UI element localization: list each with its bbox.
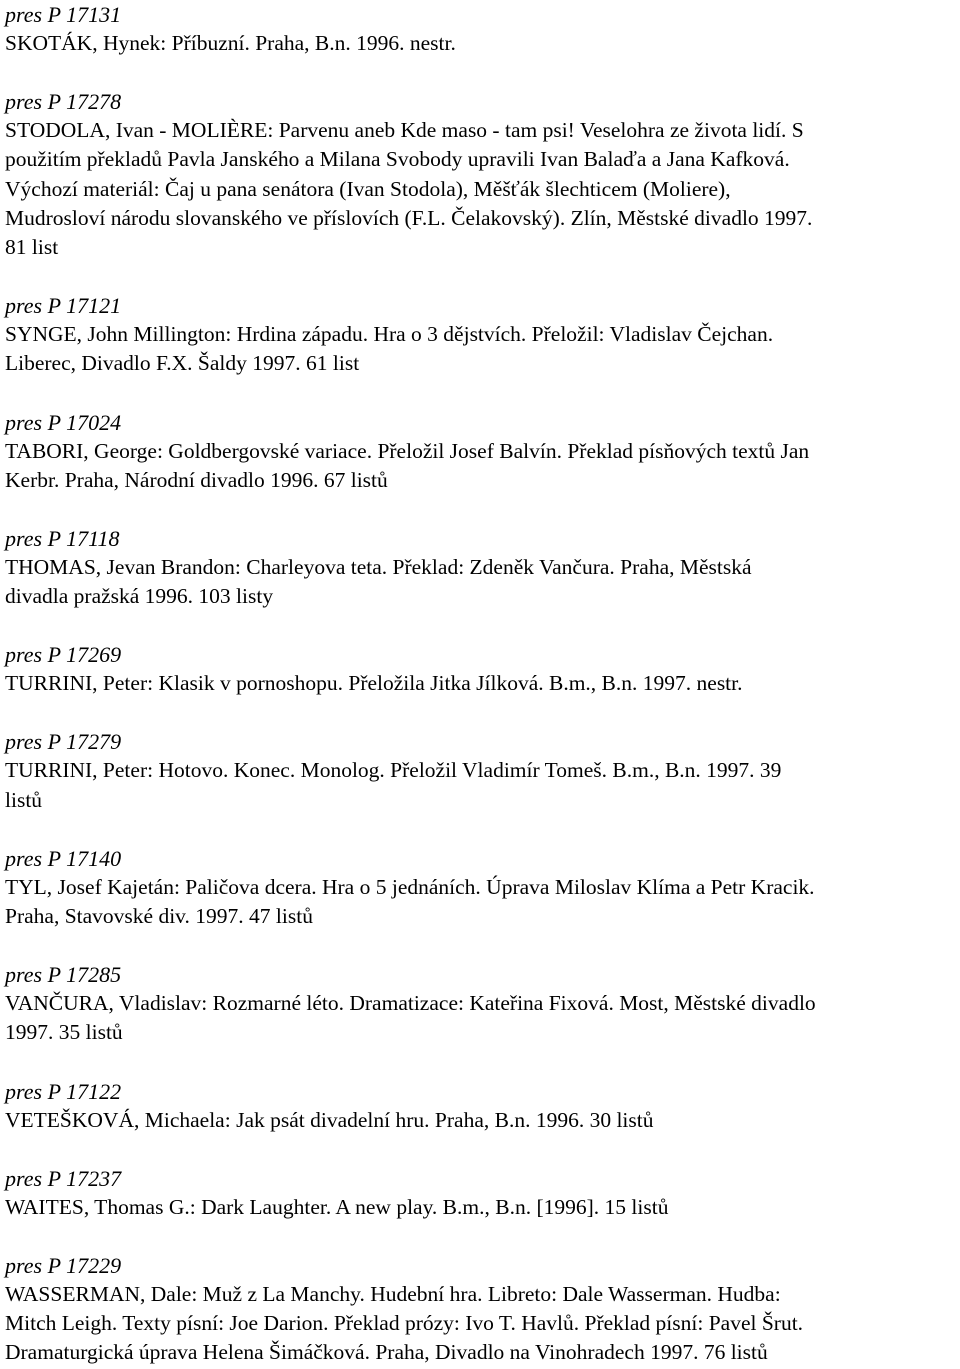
entry-line: Kerbr. Praha, Národní divadlo 1996. 67 listů [5,467,388,492]
entry-line: TURRINI, Peter: Klasik v pornoshopu. Přeložila Jitka Jílková. B.m., B.n. 1997. nestr. [5,671,743,696]
entry-line: 81 list [5,234,59,259]
entry-signature: pres P 17269 [5,642,122,668]
bibliography-list [5,0,957,1368]
entry-line: použitím překladů Pavla Janského a Milana Svobody upravili Ivan Balaďa a Jana Kafková. [5,147,790,172]
entry-text [5,116,957,262]
entry-text [5,989,957,1047]
entry-17140 [5,844,957,931]
entry-signature: pres P 17237 [5,1165,122,1191]
entry-text [5,873,957,931]
entry-line: STODOLA, Ivan - MOLIÈRE: Parvenu aneb Kde maso - tam psi! Veselohra ze života lidí. S [5,118,804,143]
entry-17278 [5,87,957,262]
entry-text [5,1106,957,1135]
entry-text [5,29,957,58]
entry-17285 [5,960,957,1047]
entry-text [5,553,957,611]
entry-line: WAITES, Thomas G.: Dark Laughter. A new play. B.m., B.n. [1996]. 15 listů [5,1194,669,1219]
entry-line: Mudrosloví národu slovanského ve příslovích (F.L. Čelakovský). Zlín, Městské divadlo 1997. [5,205,813,230]
entry-text [5,1193,957,1222]
entry-text [5,669,957,698]
entry-line: Praha, Stavovské div. 1997. 47 listů [5,904,313,928]
entry-text [5,320,957,378]
entry-line: TYL, Josef Kajetán: Paličova dcera. Hra o 5 jednáních. Úprava Miloslav Klíma a Petr Kracik. [5,874,815,899]
entry-signature: pres P 17279 [5,729,122,755]
entry-17121 [5,291,957,378]
entry-line: THOMAS, Jevan Brandon: Charleyova teta. Překlad: Zdeněk Vančura. Praha, Městská [5,554,752,579]
entry-line: SYNGE, John Millington: Hrdina západu. Hra o 3 dějstvích. Přeložil: Vladislav Čejchan. [5,322,774,347]
entry-text [5,756,957,814]
entry-17118 [5,524,957,611]
entry-17279 [5,727,957,814]
entry-text [5,437,957,495]
entry-17024 [5,408,957,495]
entry-signature: pres P 17285 [5,962,122,988]
entry-17237 [5,1164,957,1222]
entry-line: TURRINI, Peter: Hotovo. Konec. Monolog. Přeložil Vladimír Tomeš. B.m., B.n. 1997. 39 [5,758,782,783]
entry-17269 [5,640,957,698]
entry-line: TABORI, George: Goldbergovské variace. Přeložil Josef Balvín. Překlad písňových textů Jan [5,438,810,463]
entry-line: Liberec, Divadlo F.X. Šaldy 1997. 61 list [5,351,360,376]
entry-line: 1997. 35 listů [5,1020,123,1045]
entry-line: Mitch Leigh. Texty písní: Joe Darion. Překlad prózy: Ivo T. Havlů. Překlad písní: Pavel Šrut. [5,1311,804,1336]
entry-line: divadla pražská 1996. 103 listy [5,584,274,609]
entry-signature: pres P 17024 [5,409,122,435]
entry-text [5,1280,957,1368]
entry-signature: pres P 17118 [5,525,120,551]
entry-line: Dramaturgická úprava Helena Šimáčková. Praha, Divadlo na Vinohradech 1997. 76 listů [5,1340,768,1365]
entry-line: listů [5,787,43,812]
entry-line: VANČURA, Vladislav: Rozmarné léto. Dramatizace: Kateřina Fixová. Most, Městské divadlo [5,991,816,1016]
entry-signature: pres P 17140 [5,845,122,871]
entry-17229 [5,1251,957,1368]
entry-17122 [5,1077,957,1135]
entry-line: Výchozí materiál: Čaj u pana senátora (Ivan Stodola), Měšťák šlechticem (Moliere), [5,176,731,201]
entry-signature: pres P 17131 [5,2,122,27]
entry-signature: pres P 17229 [5,1252,122,1278]
entry-signature: pres P 17121 [5,293,122,319]
entry-17131 [5,0,957,58]
entry-line: WASSERMAN, Dale: Muž z La Manchy. Hudební hra. Libreto: Dale Wasserman. Hudba: [5,1281,781,1306]
entry-signature: pres P 17122 [5,1078,122,1104]
entry-line: VETEŠKOVÁ, Michaela: Jak psát divadelní hru. Praha, B.n. 1996. 30 listů [5,1107,654,1132]
entry-line: SKOTÁK, Hynek: Příbuzní. Praha, B.n. 1996. nestr. [5,31,456,55]
entry-signature: pres P 17278 [5,89,122,115]
